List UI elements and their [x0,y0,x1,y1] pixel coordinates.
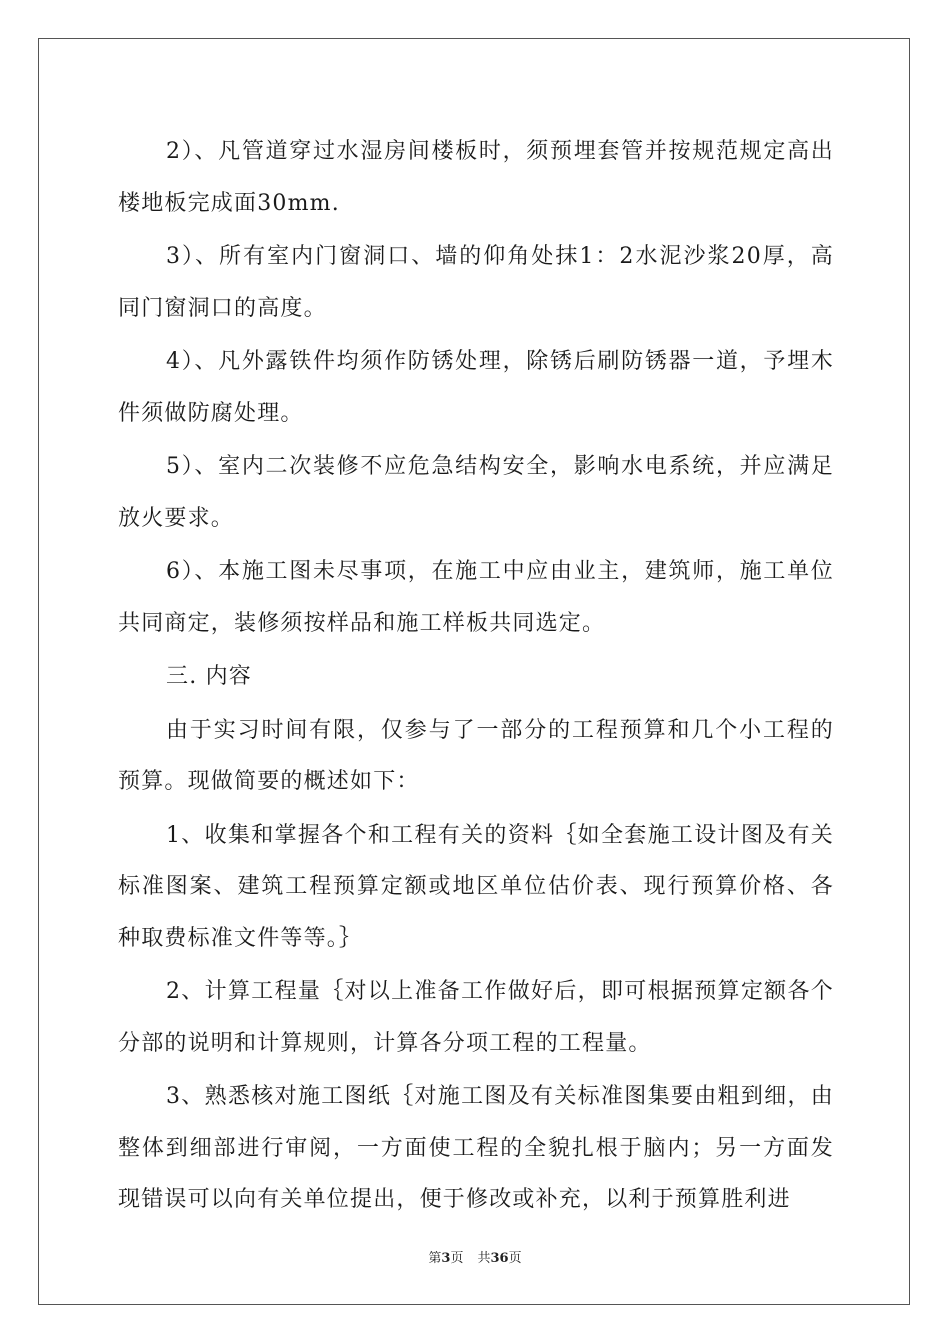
document-body [118,126,834,1228]
page-number: 3 [441,1251,451,1266]
paragraph-item-4: 4）、凡外露铁件均须作防锈处理，除锈后刷防锈器一道，予埋木件须做防腐处理。 [118,349,834,426]
total-pages: 36 [490,1251,509,1266]
paragraph-item-6: 6）、本施工图未尽事项，在施工中应由业主，建筑师，施工单位共同商定，装修须按样品和施工样板共同选定。 [118,559,834,636]
paragraph-step-3: 3、熟悉核对施工图纸｛对施工图及有关标准图集要由粗到细，由整体到细部进行审阅，一方面使工程的全貌扎根于脑内；另一方面发现错误可以向有关单位提出，便于修改或补充，以利于预算胜利进 [118,1084,834,1212]
paragraph-item-3: 3）、所有室内门窗洞口、墙的仰角处抹1：2水泥沙浆20厚，高同门窗洞口的高度。 [118,244,834,321]
total-suffix: 页 [508,1251,522,1266]
paragraph-item-5: 5）、室内二次装修不应危急结构安全，影响水电系统，并应满足放火要求。 [118,454,834,531]
page-prefix: 第 [428,1251,442,1266]
paragraph-step-2: 2、计算工程量｛对以上准备工作做好后，即可根据预算定额各个分部的说明和计算规则，计算各分项工程的工程量。 [118,979,834,1056]
page-suffix: 页 [450,1251,464,1266]
page-footer [0,1247,950,1266]
section-heading-content: 三. 内容 [166,664,252,689]
total-prefix: 共 [477,1251,491,1266]
paragraph-intro: 由于实习时间有限，仅参与了一部分的工程预算和几个小工程的预算。现做简要的概述如下： [118,717,834,794]
paragraph-step-1: 1、收集和掌握各个和工程有关的资料｛如全套施工设计图及有关标准图案、建筑工程预算定额或地区单位估价表、现行预算价格、各种取费标准文件等等。｝ [118,822,834,951]
paragraph-item-2: 2）、凡管道穿过水湿房间楼板时，须预埋套管并按规范规定高出楼地板完成面30mm. [118,139,834,216]
